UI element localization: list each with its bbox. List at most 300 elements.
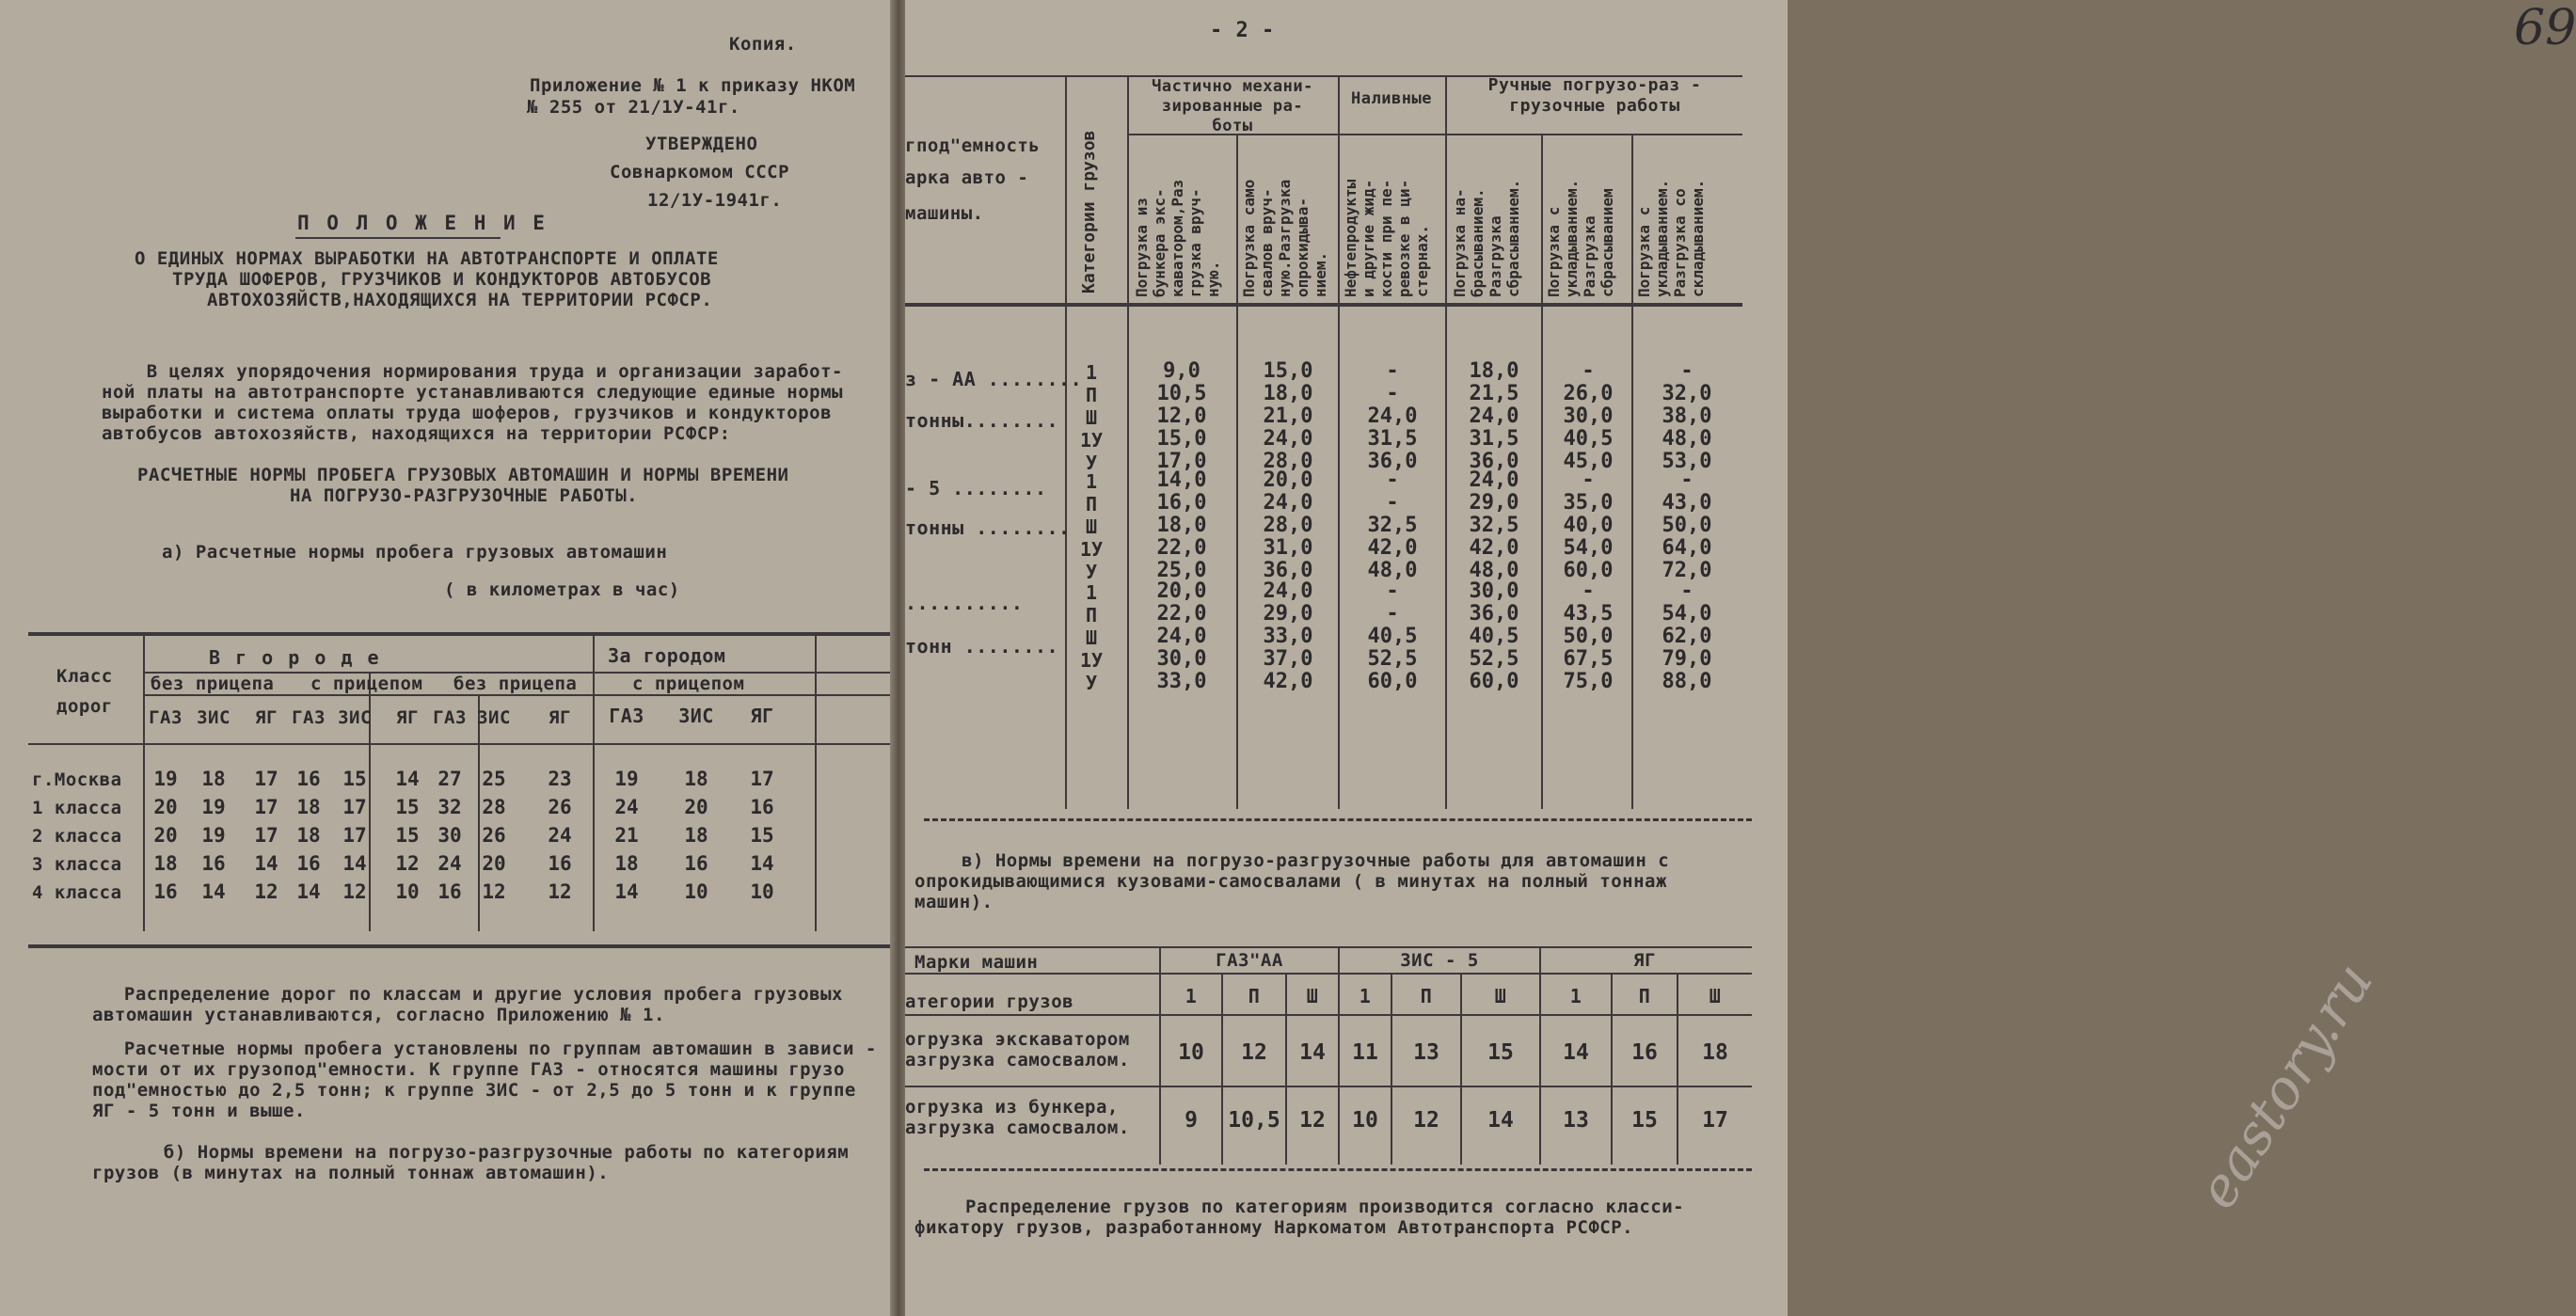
table-cell: 16 [684,852,708,875]
capacity-label: тонны........ [905,409,1059,432]
table-rule [1236,134,1238,809]
row-label: г.Москва [32,769,122,790]
table-cell: - [1386,382,1399,405]
table-cell: 17 [254,824,278,847]
category-label: П [1085,493,1098,515]
table-cell: 14 [201,880,226,903]
table-cell: 16 [437,880,462,903]
subcol-header: Погрузка само свалов вруч- ную.Разгрузка опрокидыва- нием. [1240,179,1329,297]
table-cell: - [1582,468,1595,492]
table-cell: 26,0 [1563,382,1614,405]
table-cell: 16 [201,852,226,875]
trailer-header: с прицепом [310,674,423,694]
table-cell: 15 [395,796,420,818]
approved-label: УТВЕРЖДЕНО [645,134,758,154]
col-header: ГАЗ [609,705,644,727]
table-cell: 24,0 [1469,404,1519,428]
table-cell: 18 [684,824,708,847]
table-cell: 25 [482,768,506,790]
table-cell: 88,0 [1662,670,1712,693]
table-cell: 18 [684,768,708,790]
table-cell: 24 [548,824,572,847]
table-cell: 17 [1702,1108,1728,1133]
table-cell: 60,0 [1367,670,1418,693]
table-cell: 30 [437,824,462,847]
table-rule [1338,75,1340,809]
table-cell: - [1386,579,1399,603]
table-cell: 64,0 [1662,536,1712,560]
category-label: 1 [1085,581,1098,604]
subtitle-line-3: АВТОХОЗЯЙСТВ,НАХОДЯЩИХСЯ НА ТЕРРИТОРИИ РСФСР. [207,290,713,310]
col-header: ЗИС [678,705,714,727]
table-cell: 24 [614,796,639,818]
capacity-label: .......... [905,592,1024,614]
table-rule [1127,75,1129,809]
table-cell: 33,0 [1156,670,1207,693]
table-cell: 31,0 [1263,536,1313,560]
table-cell: 20 [153,796,178,818]
table-cell: 10 [1178,1040,1204,1065]
table-cell: 30,0 [1563,404,1614,428]
capacity-header-2: арка авто - [905,167,1029,188]
table-cell: 18 [201,768,226,790]
table-cell: 36,0 [1367,450,1418,473]
table-cell: 28 [482,796,506,818]
table-cell: 12 [1241,1040,1267,1065]
category-label: 1 [1085,470,1098,493]
table-cell: 19 [614,768,639,790]
table-rule [905,1086,1752,1087]
table-cell: 14 [395,768,420,790]
subcol-header: Погрузка на- брасыванием. Разгрузка сбрасыванием. [1451,179,1522,297]
table-cell: 18 [296,824,321,847]
table-cell: 10 [1352,1108,1378,1133]
table-cell: 15 [1487,1040,1514,1065]
groups-note-4: ЯГ - 5 тонн и выше. [92,1101,306,1121]
table-cell: 40,0 [1563,514,1614,537]
subsection-a-unit: ( в километрах в час) [444,579,680,600]
road-class-note-1: Распределение дорог по классам и другие условия пробега грузовых [102,984,843,1005]
appendix-line-2: № 255 от 21/1У-41г. [527,97,740,118]
table-cell: 14 [1299,1040,1326,1065]
table-cell: - [1680,579,1693,603]
table-cell: 19 [201,796,226,818]
table-cell: 14 [254,852,278,875]
subsection-v-1: в) Нормы времени на погрузо-разгрузочные работы для автомашин с [962,850,1670,871]
table-cell: 43,0 [1662,491,1712,515]
copy-mark: Копия. [729,34,797,55]
no-trailer-header-out: без прицепа [453,674,578,694]
category-header: Ш [1494,985,1507,1007]
left-page [0,0,896,1316]
table-cell: 16 [153,880,178,903]
approved-by: Совнаркомом СССР [610,162,790,182]
table-cell: 32,5 [1469,514,1519,537]
table-cell: 14 [1563,1040,1589,1065]
table-cell: 50,0 [1662,514,1712,537]
table-cell: 32,5 [1367,514,1418,537]
table-cell: 31,5 [1469,427,1519,451]
table-rule [593,632,595,931]
table-cell: 22,0 [1156,536,1207,560]
table-cell: 18 [153,852,178,875]
table-cell: 40,5 [1563,427,1614,451]
table-cell: 52,5 [1469,647,1519,671]
subsection-b-2: грузов (в минутах на полный тоннаж автомашин). [92,1163,610,1183]
table-cell: 20,0 [1263,468,1313,492]
table-cell: 24,0 [1469,468,1519,492]
table-cell: 10,5 [1228,1108,1280,1133]
table-cell: 30,0 [1156,647,1207,671]
table-cell: 20,0 [1156,579,1207,603]
table-rule [815,632,817,931]
table-cell: - [1386,491,1399,515]
table-cell: 12,0 [1156,404,1207,428]
table-cell: 22,0 [1156,602,1207,626]
table-cell: 18 [296,796,321,818]
table-cell: 48,0 [1469,559,1519,582]
class-header-1: Класс [56,666,113,687]
col-header: ГАЗ [433,707,467,728]
table-cell: 18,0 [1156,514,1207,537]
table-cell: 14,0 [1156,468,1207,492]
right-page [905,0,2576,1316]
brand-zis: ЗИС - 5 [1400,950,1479,971]
table-cell: 45,0 [1563,450,1614,473]
table-cell: 14 [342,852,367,875]
col-header: ЯГ [549,707,571,728]
table-rule [905,946,1752,948]
table-cell: 72,0 [1662,559,1712,582]
table-cell: 16,0 [1156,491,1207,515]
table-cell: 16 [1631,1040,1658,1065]
road-class-note-2: автомашин устанавливаются, согласно Приложению № 1. [92,1005,665,1025]
category-header: 1 [1185,985,1198,1007]
manual-header: Ручные погрузо-раз - грузочные работы [1487,75,1702,116]
capacity-header-1: гпод"емность [905,135,1041,156]
table-cell: 16 [548,852,572,875]
table-cell: 17 [254,768,278,790]
table-cell: 75,0 [1563,670,1614,693]
table-cell: 21,0 [1263,404,1313,428]
category-label: У [1085,672,1098,694]
table-cell: 62,0 [1662,625,1712,648]
trailer-header-out: с прицепом [632,674,745,694]
table-rule [905,1014,1752,1016]
table-rule [905,303,1742,307]
col-header: ГАЗ [292,707,326,728]
doc-title: П О Л О Ж Е Н И Е [297,212,548,234]
operation-label: огрузка из бункера, [905,1097,1119,1118]
table-cell: 15 [750,824,774,847]
table-cell: 42,0 [1263,670,1313,693]
table-cell: - [1582,579,1595,603]
operation-label: азгрузка самосвалом. [905,1118,1130,1138]
col-header: ЗИС [338,707,372,728]
table-cell: 12 [1413,1108,1439,1133]
operation-label: азгрузка самосвалом. [905,1050,1130,1070]
appendix-line-1: Приложение № 1 к приказу НКОМ [530,75,856,96]
partial-mech-header: Частичнo механи- зированные ра- боты [1152,77,1313,135]
subcol-header: Погрузка с укладыванием. Разгрузка сбрасыванием [1545,179,1616,297]
classifier-note-1: Распределение грузов по категориям производится согласно класси- [965,1197,1685,1217]
outside-city-header: За городом [608,644,726,667]
table-cell: 28,0 [1263,450,1313,473]
section-heading-1: РАСЧЕТНЫЕ НОРМЫ ПРОБЕГА ГРУЗОВЫХ АВТОМАШИН И НОРМЫ ВРЕМЕНИ [137,465,789,485]
table-cell: 24,0 [1263,491,1313,515]
table-cell: 19 [201,824,226,847]
no-trailer-header: без прицепа [151,674,275,694]
table-cell: 60,0 [1563,559,1614,582]
title-underline [295,237,501,239]
brands-header: Марки машин [914,952,1039,973]
category-label: Ш [1085,406,1098,429]
table-cell: 36,0 [1469,602,1519,626]
categories-header: атегории грузов [905,991,1074,1012]
capacity-label: - 5 ........ [905,477,1047,499]
col-header: ЯГ [255,707,278,728]
table-cell: 37,0 [1263,647,1313,671]
liquid-header: Наливные [1351,89,1432,108]
table-cell: 20 [482,852,506,875]
table-cell: 17 [342,796,367,818]
table-cell: 12 [254,880,278,903]
table-cell: 20 [684,796,708,818]
cargo-category-header: Категории грузов [1079,130,1099,293]
table-cell: 48,0 [1367,559,1418,582]
section-heading-2: НА ПОГРУЗО-РАЗГРУЗОЧНЫЕ РАБОТЫ. [290,485,639,506]
subsection-v-3: машин). [914,892,994,912]
category-label: 1У [1079,538,1104,561]
dashed-separator [924,1168,1752,1171]
table-cell: - [1386,359,1399,383]
col-header: ЯГ [750,705,774,727]
table-cell: 18 [1702,1040,1728,1065]
table-rule [28,944,896,948]
table-cell: 12 [482,880,506,903]
archive-number: 69 [2514,0,2576,56]
table-cell: 28,0 [1263,514,1313,537]
dashed-separator [924,818,1752,821]
category-label: П [1085,604,1098,626]
table-rule [1445,75,1447,809]
watermark: eastory.ru [2185,951,2386,1220]
row-label: 3 класса [32,854,122,875]
table-cell: 17 [342,824,367,847]
category-label: У [1085,561,1098,583]
table-cell: 24,0 [1263,579,1313,603]
table-cell: 36,0 [1469,450,1519,473]
table-cell: 16 [750,796,774,818]
category-header: 1 [1569,985,1582,1007]
table-cell: 12 [395,852,420,875]
table-cell: 15 [395,824,420,847]
table-cell: 18 [614,852,639,875]
col-header: ГАЗ [149,707,183,728]
table-cell: 27 [437,768,462,790]
operation-label: огрузка экскаватором [905,1029,1130,1050]
category-header: П [1420,985,1433,1007]
table-cell: 43,5 [1563,602,1614,626]
table-cell: 23 [548,768,572,790]
table-cell: 10 [395,880,420,903]
table-cell: 15,0 [1156,427,1207,451]
subsection-v-2: опрокидывающимися кузовами-самосвалами ( в минутах на полный тоннаж [914,871,1667,892]
table-cell: 29,0 [1469,491,1519,515]
table-cell: 15 [1631,1108,1658,1133]
col-header: ЯГ [396,707,419,728]
row-label: 4 класса [32,882,122,903]
table-cell: 50,0 [1563,625,1614,648]
table-cell: 17 [750,768,774,790]
capacity-header-3: машины. [905,203,984,224]
table-cell: 42,0 [1367,536,1418,560]
table-cell: 12 [1299,1108,1326,1133]
table-cell: - [1386,602,1399,626]
table-cell: 13 [1563,1108,1589,1133]
table-cell: 19 [153,768,178,790]
table-cell: 14 [614,880,639,903]
category-header: 1 [1359,985,1372,1007]
table-cell: 16 [296,768,321,790]
table-cell: 24 [437,852,462,875]
brand-gaz: ГАЗ"АА [1216,950,1283,971]
table-cell: - [1680,359,1693,383]
table-rule [905,973,1752,975]
table-cell: 79,0 [1662,647,1712,671]
subtitle-line-2: ТРУДА ШОФЕРОВ, ГРУЗЧИКОВ И КОНДУКТОРОВ АВТОБУСОВ [172,269,712,290]
brand-yag: ЯГ [1633,950,1656,971]
table-cell: 10 [750,880,774,903]
row-label: 1 класса [32,798,122,818]
page-number: - 2 - [1210,19,1275,42]
table-cell: 54,0 [1563,536,1614,560]
table-cell: 17 [254,796,278,818]
table-cell: 21 [614,824,639,847]
category-header: П [1248,985,1261,1007]
table-cell: - [1386,468,1399,492]
subsection-a: а) Расчетные нормы пробега грузовых автомашин [162,542,668,563]
table-cell: 14 [750,852,774,875]
col-header: ЗИС [477,707,511,728]
groups-note-3: под"емностью до 2,5 тонн; к группе ЗИС - от 2,5 до 5 тонн и к группе [92,1080,856,1101]
table-cell: 26 [482,824,506,847]
table-cell: 35,0 [1563,491,1614,515]
category-header: П [1638,985,1651,1007]
table-cell: 30,0 [1469,579,1519,603]
capacity-label: з - АА ........ [905,368,1083,390]
table-rule [28,632,896,636]
table-cell: 60,0 [1469,670,1519,693]
col-header: ЗИС [197,707,231,728]
table-cell: 11 [1352,1040,1378,1065]
intro-line-1: В целях упорядочения нормирования труда и организации заработ- [102,361,843,382]
table-cell: 24,0 [1367,404,1418,428]
table-cell: 14 [1487,1108,1514,1133]
row-label: 2 класса [32,826,122,847]
table-cell: 25,0 [1156,559,1207,582]
table-cell: 15 [342,768,367,790]
table-cell: 24,0 [1263,427,1313,451]
category-label: П [1085,384,1098,406]
table-cell: 42,0 [1469,536,1519,560]
table-cell: 20 [153,824,178,847]
table-cell: 21,5 [1469,382,1519,405]
table-cell: 12 [548,880,572,903]
table-cell: 13 [1413,1040,1439,1065]
table-cell: 17,0 [1156,450,1207,473]
table-cell: 12 [342,880,367,903]
table-cell: 32 [437,796,462,818]
subcol-header: Погрузка с укладыванием. Разгрузка со складыванием. [1635,179,1707,297]
table-cell: 31,5 [1367,427,1418,451]
table-cell: 14 [296,880,321,903]
table-cell: 38,0 [1662,404,1712,428]
category-label: 1У [1079,649,1104,672]
table-rule [143,694,896,696]
category-label: 1У [1079,429,1104,452]
subcol-header: Погрузка из бункера экс- каватором,Раз грузка вруч- ную. [1133,179,1222,297]
table-cell: 10,5 [1156,382,1207,405]
groups-note-2: мости от их грузопод"емности. К группе ГАЗ - относятся машины грузо [92,1059,845,1080]
category-label: У [1085,452,1098,474]
capacity-label: тонны ........ [905,516,1071,539]
table-cell: 29,0 [1263,602,1313,626]
class-header-2: дорог [56,696,113,717]
category-label: Ш [1085,515,1098,538]
intro-line-2: ной платы на автотранспорте устанавливаются следующие единые нормы [102,382,843,403]
table-cell: 52,5 [1367,647,1418,671]
table-cell: 24,0 [1156,625,1207,648]
table-cell: 36,0 [1263,559,1313,582]
capacity-label: тонн ........ [905,635,1059,658]
table-rule [1065,75,1067,809]
category-label: 1 [1085,361,1098,384]
table-cell: 48,0 [1662,427,1712,451]
table-cell: 18,0 [1469,359,1519,383]
subsection-b-1: б) Нормы времени на погрузо-разгрузочные работы по категориям [141,1142,850,1163]
table-cell: 32,0 [1662,382,1712,405]
table-cell: 26 [548,796,572,818]
intro-line-4: автобусов автохозяйств, находящихся на территории РСФСР: [102,423,731,444]
category-header: Ш [1709,985,1722,1007]
category-header: Ш [1306,985,1319,1007]
table-cell: 16 [296,852,321,875]
table-cell: - [1680,468,1693,492]
approved-date: 12/1У-1941г. [647,190,783,211]
table-rule [1541,134,1543,809]
subtitle-line-1: О ЕДИНЫХ НОРМАХ ВЫРАБОТКИ НА АВТОТРАНСПОРТЕ И ОПЛАТЕ [135,248,719,269]
table-cell: 40,5 [1367,625,1418,648]
table-cell: 33,0 [1263,625,1313,648]
table-cell: 53,0 [1662,450,1712,473]
table-cell: 9,0 [1163,359,1201,383]
category-label: Ш [1085,626,1098,649]
table-cell: 10 [684,880,708,903]
table-rule [1631,134,1633,809]
table-cell: - [1582,359,1595,383]
table-cell: 54,0 [1662,602,1712,626]
groups-note-1: Расчетные нормы пробега установлены по группам автомашин в зависи - [102,1039,877,1059]
classifier-note-2: фикатору грузов, разработанному Наркоматом Автотранспорта РСФСР. [914,1217,1634,1238]
table-cell: 15,0 [1263,359,1313,383]
table-cell: 9 [1185,1108,1198,1133]
table-rule [28,743,896,745]
intro-line-3: выработки и система оплаты труда шоферов, грузчиков и кондукторов [102,403,833,423]
table-cell: 67,5 [1563,647,1614,671]
table-cell: 18,0 [1263,382,1313,405]
subcol-header: Нефтепродукты и другие жид- кости при пе- ревозке в ци- стернах. [1342,179,1431,297]
